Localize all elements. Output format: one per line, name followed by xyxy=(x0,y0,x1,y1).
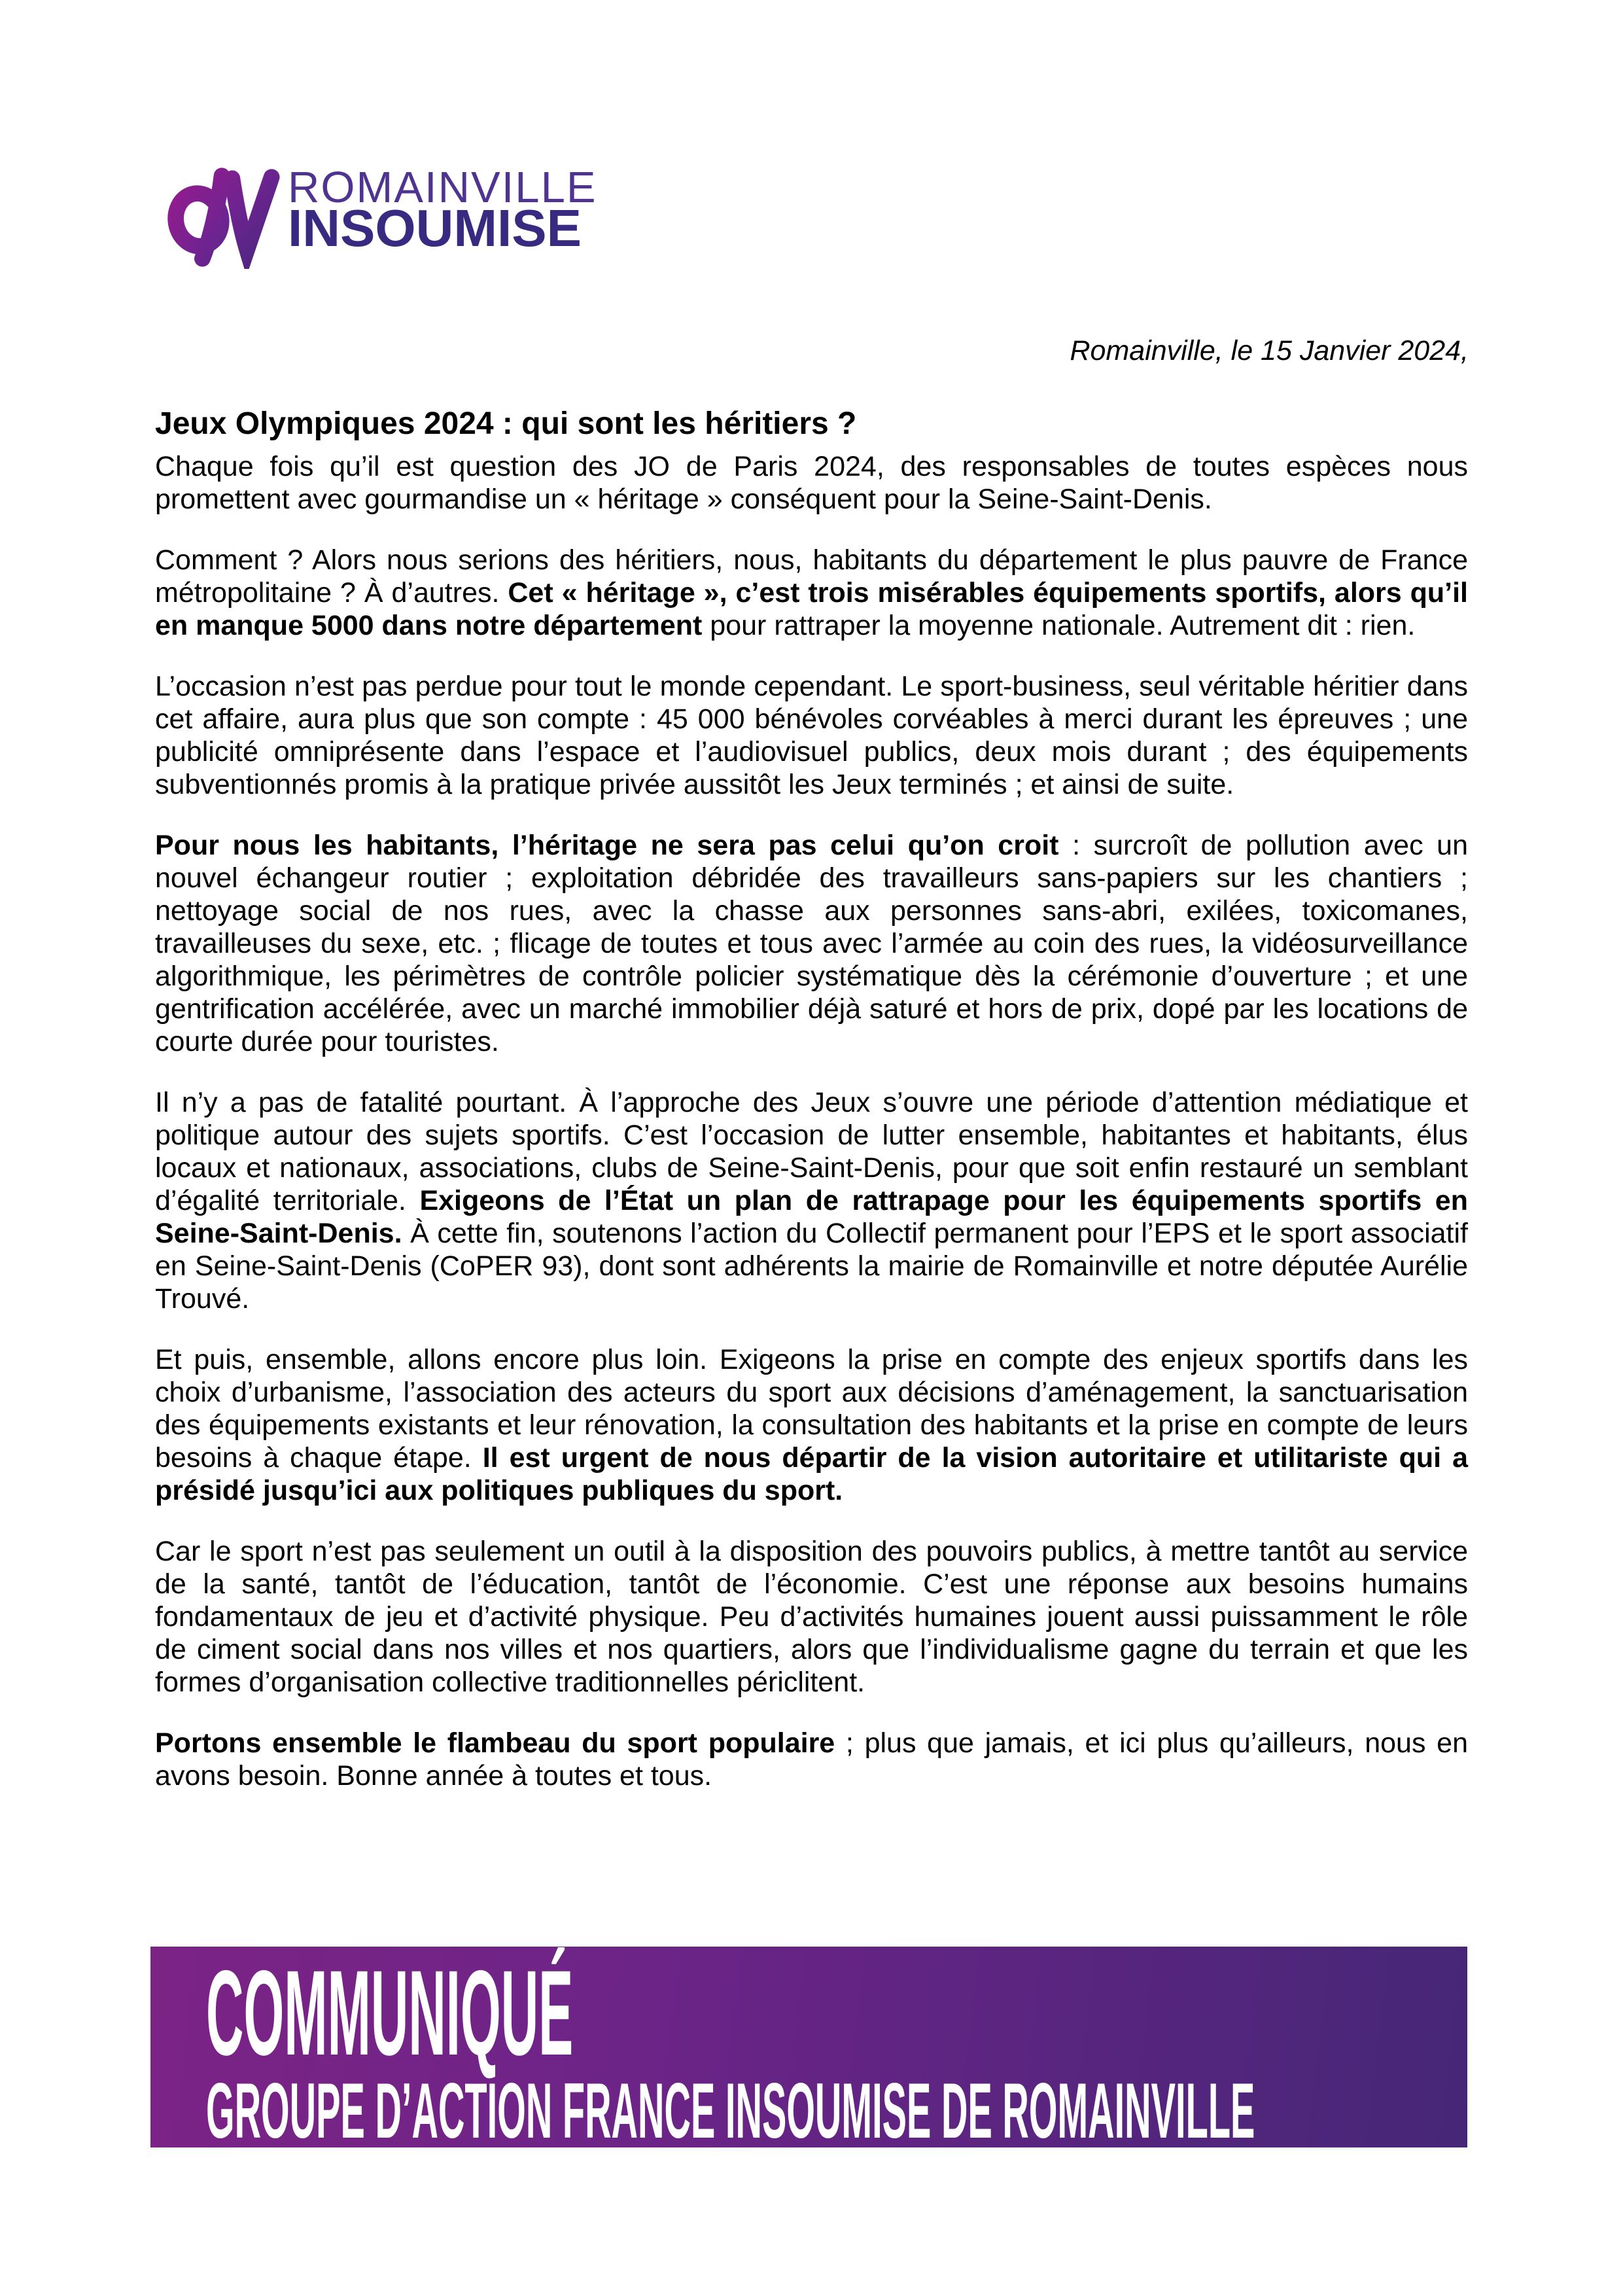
paragraph: Il n’y a pas de fatalité pourtant. À l’approche des Jeux s’ouvre une période d’attention médiatique et politique autour des sujets sportifs. C’est l’occasion de lutter ensemble, habitantes et habitants, élus locaux et nationaux, associations, clubs de Seine-Saint-Denis, pour que soit enfin restauré un semblant d’égalité territoriale. Exigeons de l’État un plan de rattrapage pour les équipements sportifs en Seine-Saint-Denis. À cette fin, soutenons l’action du Collectif permanent pour l’EPS et le sport associatif en Seine-Saint-Denis (CoPER 93), dont sont adhérents la mairie de Romainville et notre députée Aurélie Trouvé. xyxy=(155,1087,1468,1315)
paragraph: Chaque fois qu’il est question des JO de Paris 2024, des responsables de toutes espèces nous promettent avec gourmandise un « héritage » conséquent pour la Seine-Saint-Denis. xyxy=(155,451,1468,515)
logo-city-name: ROMAINVILLE xyxy=(288,163,597,212)
paragraph: Portons ensemble le flambeau du sport populaire ; plus que jamais, et ici plus qu’ailleurs, nous en avons besoin. Bonne année à toutes et tous. xyxy=(155,1727,1468,1792)
logo-movement-name: INSOUMISE xyxy=(288,199,582,257)
logo-wordmark xyxy=(288,163,597,257)
romainville-insoumise-logo xyxy=(165,163,597,269)
paragraph: Et puis, ensemble, allons encore plus loin. Exigeons la prise en compte des enjeux sportifs dans les choix d’urbanisme, l’association des acteurs du sport aux décisions d’aménagement, la sanctuarisation des équipements existants et leur rénovation, la consultation des habitants et la prise en compte de leurs besoins à chaque étape. Il est urgent de nous départir de la vision autoritaire et utilitariste qui a présidé jusqu’ici aux politiques publiques du sport. xyxy=(155,1344,1468,1506)
dateline: Romainville, le 15 Janvier 2024, xyxy=(1070,335,1469,366)
phi-checkmark-icon xyxy=(165,168,281,269)
paragraph: Pour nous les habitants, l’héritage ne sera pas celui qu’on croit : surcroît de pollution avec un nouvel échangeur routier ; exploitation débridée des travailleurs sans-papiers sur les chantiers ; nettoyage social de nos rues, avec la chasse aux personnes sans-abri, exilées, toxicomanes, travailleuses du sexe, etc. ; flicage de toutes et tous avec l’armée au coin des rues, la vidéosurveillance algorithmique, les périmètres de contrôle policier systématique dès la cérémonie d’ouverture ; et une gentrification accélérée, avec un marché immobilier déjà saturé et hors de prix, dopé par les locations de courte durée pour touristes. xyxy=(155,830,1468,1057)
communique-banner xyxy=(150,1947,1467,2147)
document-body xyxy=(155,450,1468,1820)
banner-title: COMMUNIQUÉ xyxy=(206,1947,574,2081)
document-title: Jeux Olympiques 2024 : qui sont les héritiers ? xyxy=(155,406,857,442)
banner-subtitle: GROUPE D’ACTION FRANCE INSOUMISE DE ROMAINVILLE xyxy=(206,2067,1255,2147)
paragraph: Comment ? Alors nous serions des héritiers, nous, habitants du département le plus pauvre de France métropolitaine ? À d’autres. Cet « héritage », c’est trois misérables équipements sportifs, alors qu’il en manque 5000 dans notre département pour rattraper la moyenne nationale. Autrement dit : rien. xyxy=(155,544,1468,641)
paragraph: L’occasion n’est pas perdue pour tout le monde cependant. Le sport-business, seul véritable héritier dans cet affaire, aura plus que son compte : 45 000 bénévoles corvéables à merci durant les épreuves ; une publicité omniprésente dans l’espace et l’audiovisuel publics, deux mois durant ; des équipements subventionnés promis à la pratique privée aussitôt les Jeux terminés ; et ainsi de suite. xyxy=(155,671,1468,800)
paragraph: Car le sport n’est pas seulement un outil à la disposition des pouvoirs publics, à mettre tantôt au service de la santé, tantôt de l’éducation, tantôt de l’économie. C’est une réponse aux besoins humains fondamentaux de jeu et d’activité physique. Peu d’activités humaines jouent aussi puissamment le rôle de ciment social dans nos villes et nos quartiers, alors que l’individualisme gagne du terrain et que les formes d’organisation collective traditionnelles périclitent. xyxy=(155,1536,1468,1698)
